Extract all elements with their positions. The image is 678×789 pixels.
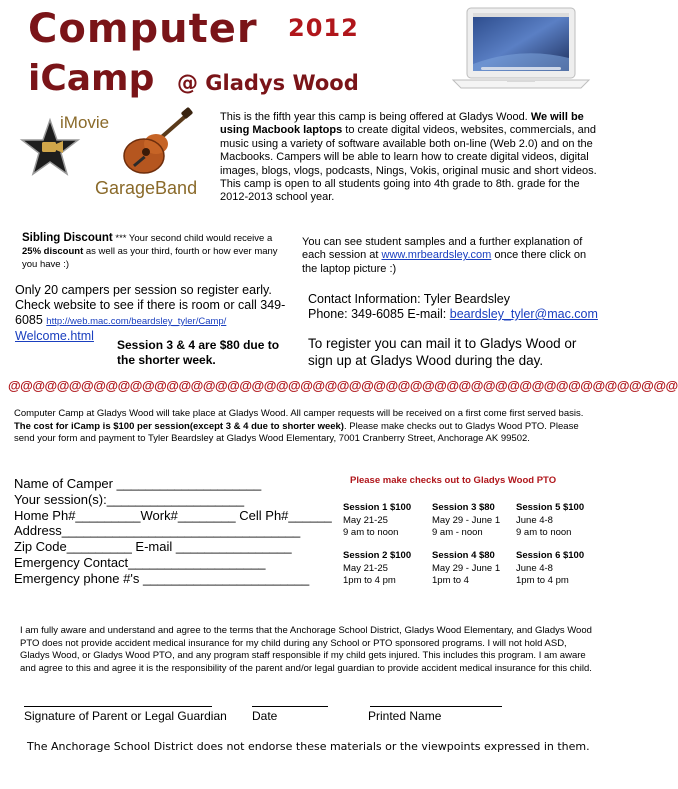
printed-name-line[interactable] xyxy=(370,706,502,707)
registration-note xyxy=(15,283,290,344)
macbook-laptop-image xyxy=(447,6,595,92)
session-title: Session 1 $100 xyxy=(343,502,412,513)
register-note: To register you can mail it to Gladys Wood or sign up at Gladys Wood during the day. xyxy=(308,336,577,368)
contact-info xyxy=(308,292,603,322)
session-time: 9 am to noon xyxy=(343,527,399,538)
session-dates: June 4-8 xyxy=(516,562,553,574)
camp-info xyxy=(14,408,599,446)
email-link[interactable]: beardsley_tyler@mac.com xyxy=(449,307,598,321)
session-1 xyxy=(343,502,411,540)
sessions-field[interactable]: Your session(s):___________________ xyxy=(14,491,245,507)
printed-name-label: Printed Name xyxy=(368,709,442,723)
session-title: Session 3 $80 xyxy=(432,502,495,513)
sibling-text-1: *** Your second child would receive a xyxy=(112,233,273,244)
session-title: Session 4 $80 xyxy=(432,550,495,561)
title-computer: Computer xyxy=(28,6,258,52)
sibling-discount xyxy=(22,232,292,271)
session-time: 1pm to 4 pm xyxy=(516,575,569,586)
session-time: 1pm to 4 xyxy=(432,575,469,586)
title-location: @ Gladys Wood xyxy=(177,71,359,95)
date-line[interactable] xyxy=(252,706,328,707)
intro-bold: We will be using Macbook laptops xyxy=(220,111,584,137)
intro-text-2: to create digital videos, websites, commercials, and music using a variety of software available both on-line (Web 2.0) and on the Macbooks. Campers will be able to learn how to create digital videos, digital images, blogs, vlogs, podcasts, Nings, Vokis, original music and short videos. This camp is open to all students going into 4th grade to 8th. grade for the 2012-2013 school year. xyxy=(220,124,597,204)
session-dates: May 21-25 xyxy=(343,514,388,526)
phones-field[interactable]: Home Ph#_________Work#________ Cell Ph#______ xyxy=(14,507,332,523)
session-dates: June 4-8 xyxy=(516,514,553,526)
camp-info-text-2: . Please make checks out to Gladys Wood PTO. Please send your form and payment to Tyler Beardsley at Gladys Wood Elementary, 7001 Cranberry Street, Anchorage AK 99502. xyxy=(14,420,579,444)
camper-name-field[interactable]: Name of Camper ____________________ xyxy=(14,476,262,491)
contact-phone: Phone: 349-6085 E-mail: xyxy=(308,307,450,321)
session-title: Session 5 $100 xyxy=(516,502,585,513)
signature-label: Signature of Parent or Legal Guardian xyxy=(24,709,227,723)
disclaimer: The Anchorage School District does not endorse these materials or the viewpoints expressed in them. xyxy=(27,740,590,753)
session-4 xyxy=(432,550,500,588)
session-dates: May 29 - June 1 xyxy=(432,514,501,526)
address-field[interactable]: Address_________________________________ xyxy=(14,523,301,539)
website-link[interactable]: www.mrbeardsley.com xyxy=(381,249,492,262)
session-6 xyxy=(516,550,584,588)
imovie-star-icon xyxy=(20,118,80,178)
emergency-contact-field[interactable]: Emergency Contact___________________ xyxy=(14,554,266,570)
title-icamp: iCamp xyxy=(28,58,155,99)
imovie-label: iMovie xyxy=(60,113,110,132)
camp-cost: The cost for iCamp is $100 per session(except 3 & 4 due to shorter week) xyxy=(14,420,344,432)
camp-url-link[interactable]: http://web.mac.com/beardsley_tyler/Camp/ xyxy=(46,316,227,327)
garageband-label: GarageBand xyxy=(95,178,198,198)
at-divider: @@@@@@@@@@@@@@@@@@@@@@@@@@@@@@@@@@@@@@@@@@@@@@@@@@@@@@@ xyxy=(8,378,678,393)
session-time: 1pm to 4 pm xyxy=(343,575,396,586)
session-5 xyxy=(516,502,584,540)
registration-text: Only 20 campers per session so register early. Check website to see if there is room or call 349-6085 xyxy=(15,283,286,327)
session-time: 9 am to noon xyxy=(516,527,572,538)
registration-form xyxy=(14,476,334,587)
garageband-guitar-icon xyxy=(116,108,196,178)
samples-text-2: once there click on the laptop picture :) xyxy=(302,249,587,275)
session-3 xyxy=(432,502,500,540)
session-time: 9 am - noon xyxy=(432,527,483,538)
agreement-text: I am fully aware and understand and agree to the terms that the Anchorage School District, Gladys Wood Elementary, and Gladys Wood PTO does not provide accident medical insurance for my child during any School or PTO sponsored programs. I will not hold ASD, Gladys Wood, or Gladys Wood PTO, and any program staff responsible if my child gets injured. This includes this program. I am aware and agree to this and agree it is the responsibility of the parent and/or legal guardian to provide accident medical insurance for this child. xyxy=(20,625,592,674)
session-2 xyxy=(343,550,411,588)
session-dates: May 29 - June 1 xyxy=(432,562,501,574)
zip-email-field[interactable]: Zip Code_________ E-mail ________________ xyxy=(14,539,292,555)
signature-line[interactable] xyxy=(24,706,212,707)
sibling-bold: 25% discount xyxy=(22,246,84,257)
session-title: Session 6 $100 xyxy=(516,550,585,561)
session-dates: May 21-25 xyxy=(343,562,388,574)
checks-note: Please make checks out to Gladys Wood PTO xyxy=(350,475,557,486)
session34-note: Session 3 & 4 are $80 due to the shorter week. xyxy=(117,338,280,367)
samples-note xyxy=(302,236,602,276)
intro-text-1: This is the fifth year this camp is being offered at Gladys Wood. xyxy=(220,111,531,123)
title-year: 2012 xyxy=(288,14,359,42)
emergency-phone-field[interactable]: Emergency phone #'s _______________________ xyxy=(14,570,310,586)
contact-name: Contact Information: Tyler Beardsley xyxy=(308,292,510,306)
session-title: Session 2 $100 xyxy=(343,550,412,561)
sibling-heading: Sibling Discount xyxy=(22,232,113,244)
sibling-text-2: as well as your third, fourth or how ever many you have :) xyxy=(22,246,278,270)
samples-text-1: You can see student samples and a further explanation of each session at xyxy=(302,236,583,262)
date-label: Date xyxy=(252,709,278,723)
camp-info-text-1: Computer Camp at Gladys Wood will take place at Gladys Wood. All camper requests will be received on a first come first served basis. xyxy=(14,408,584,419)
intro-paragraph xyxy=(220,111,605,205)
camp-url-link-cont[interactable]: Welcome.html xyxy=(15,329,94,343)
